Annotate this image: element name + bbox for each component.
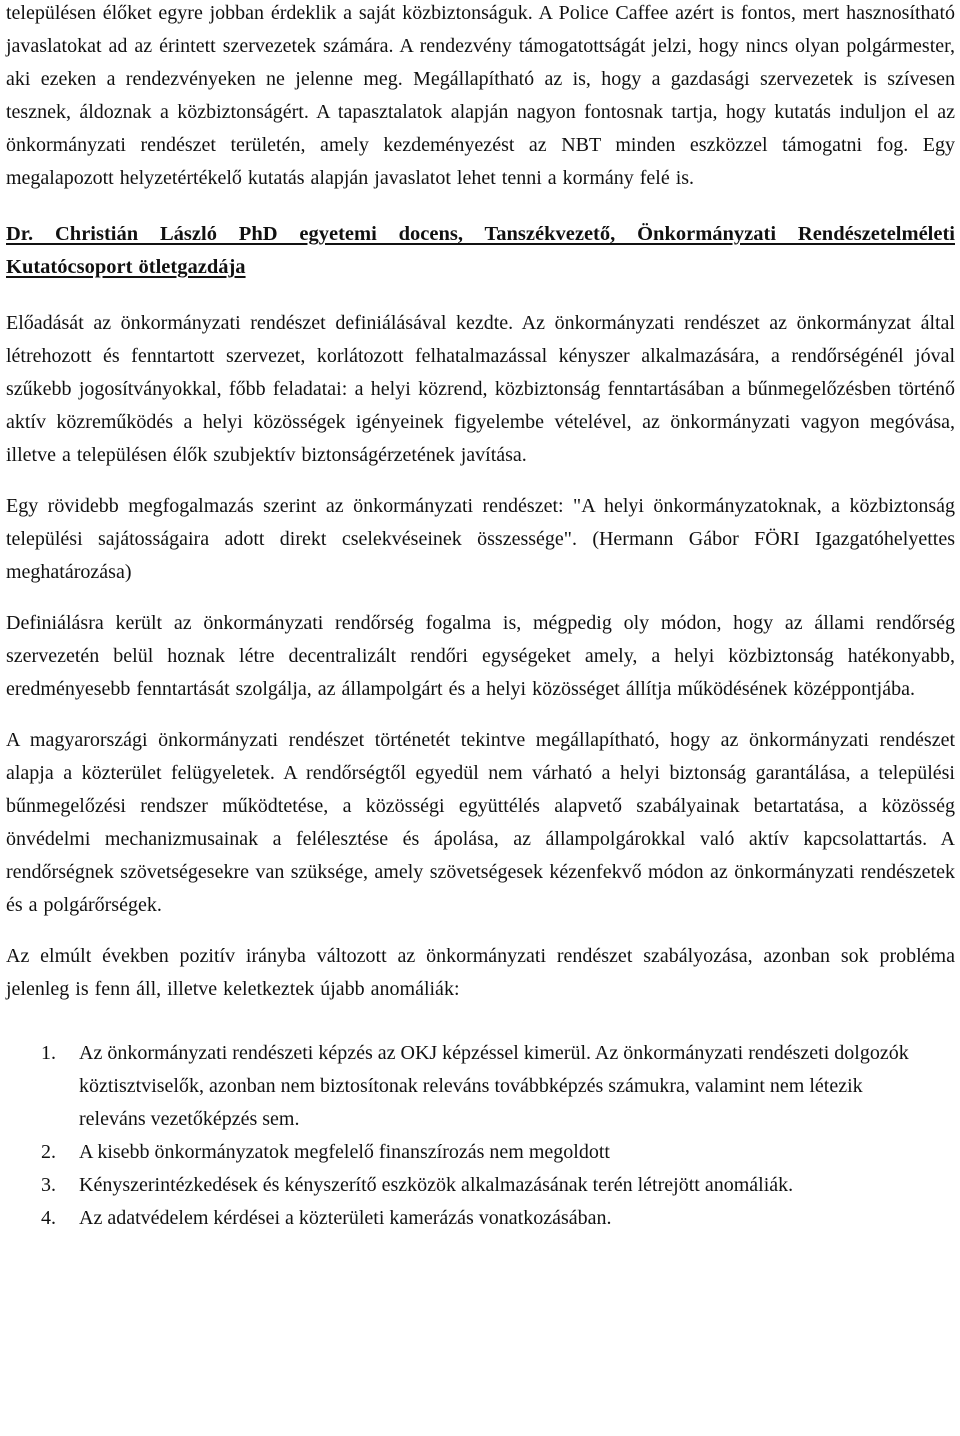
- list-item-number: 4.: [41, 1207, 56, 1229]
- paragraph-anomalies-intro: Az elmúlt években pozitív irányba változott az önkormányzati rendészet szabályozása, azonban sok probléma jelenleg is fenn áll, illetve keletkeztek újabb anomáliák:: [6, 945, 955, 1000]
- list-item: [6, 1202, 955, 1235]
- list-item-number: 1.: [41, 1042, 56, 1064]
- list-item-text: A kisebb önkormányzatok megfelelő finanszírozás nem megoldott: [79, 1141, 610, 1163]
- list-item-text: Az adatvédelem kérdései a közterületi kamerázás vonatkozásában.: [79, 1207, 612, 1229]
- anomalies-list: [6, 1037, 955, 1235]
- paragraph-police-definition: Definiálásra került az önkormányzati rendőrség fogalma is, mégpedig oly módon, hogy az állami rendőrség szervezetén belül hoznak létre decentralizált rendőri egységeket amely, a helyi közbiztonság hatékonyabb, eredményesebb fenntartását szolgálja, az állampolgárt és a helyi közösséget állítja működésének középpontjába.: [6, 612, 955, 700]
- list-item-number: 3.: [41, 1174, 56, 1196]
- paragraph-definition: Előadását az önkormányzati rendészet definiálásával kezdte. Az önkormányzati rendészet az önkormányzat által létrehozott és fenntartott szervezet, korlátozott felhatalmazással kényszer alkalmazására, a rendőrségénél jóval szűkebb jogosítványokkal, főbb feladatai: a helyi közrend, közbiztonság fenntartásában a bűnmegelőzésben történő aktív közreműködés a helyi közösségek igényeinek figyelembe vételével, az önkormányzati vagyon megóvása, illetve a településen élők szubjektív biztonságérzetének javítása.: [6, 312, 955, 466]
- section-heading: Dr. Christián László PhD egyetemi docens, Tanszékvezető, Önkormányzati Rendészetelméleti Kutatócsoport ötletgazdája: [6, 223, 955, 278]
- paragraph-history: A magyarországi önkormányzati rendészet történetét tekintve megállapítható, hogy az önkormányzati rendészet alapja a közterület felügyeletek. A rendőrségtől egyedül nem várható a helyi biztonság garantálása, a települési bűnmegelőzési rendszer működtetése, a közösségi együttélés alapvető szabályainak betartatása, a közösség önvédelmi mechanizmusainak a felélesztése és ápolása, az állampolgárokkal való aktív kapcsolattartás. A rendőrségnek szövetségesekre van szüksége, amely szövetségesek kézenfekvő módon az önkormányzati rendészetek és a polgárőrségek.: [6, 729, 955, 916]
- list-item: [6, 1169, 955, 1202]
- paragraph-intro: településen élőket egyre jobban érdeklik a saját közbiztonságuk. A Police Caffee azért is fontos, mert hasznosítható javaslatokat ad az érintett szervezetek számára. A rendezvény támogatottságát jelzi, hogy nincs olyan polgármester, aki ezeken a rendezvényeken ne jelenne meg. Megállapítható az is, hogy a gazdasági szervezetek is szívesen tesznek, áldoznak a közbiztonságért. A tapasztalatok alapján nagyon fontosnak tartja, hogy kutatás induljon el az önkormányzati rendészet területén, amely kezdeményezést az NBT minden eszközzel támogatni fog. Egy megalapozott helyzetértékelő kutatás alapján javaslatot lehet tenni a kormány felé is.: [6, 2, 955, 189]
- paragraph-short-definition: Egy rövidebb megfogalmazás szerint az önkormányzati rendészet: "A helyi önkormányzatoknak, a közbiztonság települési sajátosságaira adott direkt cselekvéseinek összessége". (Hermann Gábor FÖRI Igazgatóhelyettes meghatározása): [6, 495, 955, 583]
- list-item-number: 2.: [41, 1141, 56, 1163]
- list-item-text: Kényszerintézkedések és kényszerítő eszközök alkalmazásának terén létrejött anomáliák.: [79, 1174, 794, 1196]
- document-page: [6, 0, 955, 1235]
- list-item: [6, 1136, 955, 1169]
- list-item: [6, 1037, 955, 1136]
- list-item-text: Az önkormányzati rendészeti képzés az OKJ képzéssel kimerül. Az önkormányzati rendészeti dolgozók köztisztviselők, azonban nem biztosítonak releváns továbbképzés számukra, valamint nem létezik releváns vezetőképzés sem.: [79, 1042, 909, 1130]
